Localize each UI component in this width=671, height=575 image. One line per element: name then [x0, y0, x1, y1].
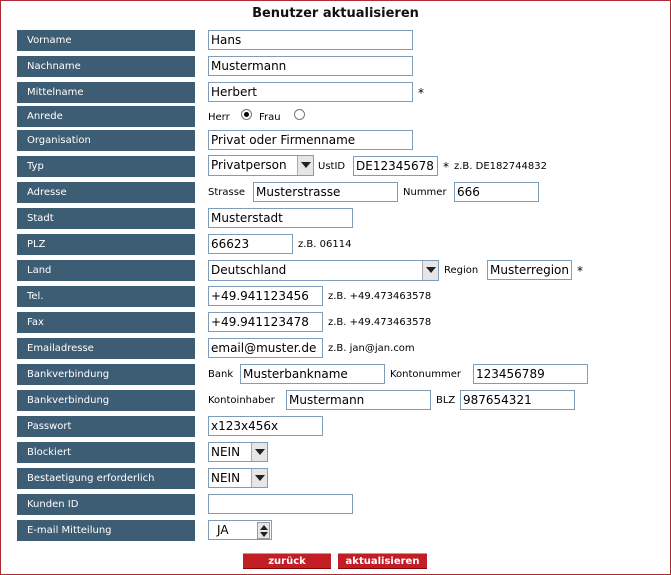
required-marker: * [577, 264, 583, 278]
label-adresse: Adresse [17, 182, 195, 203]
kontonummer-input[interactable]: 123456789 [473, 364, 588, 384]
kontoinhaber-input[interactable]: Mustermann [286, 390, 431, 410]
strasse-input[interactable]: Musterstrasse [253, 182, 398, 202]
spinner-icon[interactable] [257, 522, 270, 539]
nummer-input[interactable]: 666 [454, 182, 539, 202]
typ-select-value: Privatperson [211, 158, 287, 172]
email-hint: z.B. jan@jan.com [328, 343, 415, 354]
label-mittelname: Mittelname [17, 82, 195, 103]
label-kunden-id: Kunden ID [17, 494, 195, 515]
typ-select[interactable] [208, 155, 314, 176]
label-passwort: Passwort [17, 416, 195, 437]
label-land: Land [17, 260, 195, 281]
kontonummer-label: Kontonummer [390, 369, 461, 380]
ustid-hint: z.B. DE182744832 [454, 161, 547, 172]
mittelname-input[interactable]: Herbert [208, 82, 413, 102]
ustid-label: UstID [318, 161, 346, 172]
email-mitteilung-select[interactable] [208, 520, 272, 540]
label-tel: Tel. [17, 286, 195, 307]
chevron-down-icon[interactable] [251, 443, 267, 461]
kunden-id-input[interactable] [208, 494, 353, 514]
label-stadt: Stadt [17, 208, 195, 229]
nachname-input[interactable]: Mustermann [208, 56, 413, 76]
kontoinhaber-label: Kontoinhaber [208, 395, 275, 406]
radio-selected-dot [244, 112, 249, 117]
label-organisation: Organisation [17, 130, 195, 151]
herr-label: Herr [208, 112, 230, 123]
label-email: Emailadresse [17, 338, 195, 359]
email-input[interactable]: email@muster.de [208, 338, 323, 358]
bestaetigung-select[interactable] [208, 468, 268, 488]
plz-hint: z.B. 06114 [298, 239, 352, 250]
label-fax: Fax [17, 312, 195, 333]
label-plz: PLZ [17, 234, 195, 255]
label-anrede: Anrede [17, 106, 195, 127]
chevron-down-icon[interactable] [251, 469, 267, 487]
passwort-input[interactable]: x123x456x [208, 416, 323, 436]
vorname-input[interactable]: Hans [208, 30, 413, 50]
page-title: Benutzer aktualisieren [252, 6, 419, 21]
label-email-mitteilung: E-mail Mitteilung [17, 520, 195, 541]
required-marker: * [443, 160, 449, 174]
region-input[interactable]: Musterregion [487, 260, 572, 280]
email-mitteilung-select-value: JA [217, 523, 229, 537]
tel-input[interactable]: +49.941123456 [208, 286, 323, 306]
label-blockiert: Blockiert [17, 442, 195, 463]
frau-label: Frau [259, 112, 281, 123]
fax-hint: z.B. +49.473463578 [328, 317, 432, 328]
ustid-input[interactable]: DE12345678 [353, 156, 438, 176]
blockiert-select-value: NEIN [211, 445, 241, 459]
blz-label: BLZ [436, 395, 456, 406]
required-marker: * [418, 86, 424, 100]
strasse-label: Strasse [208, 187, 246, 198]
blz-input[interactable]: 987654321 [460, 390, 575, 410]
back-button[interactable]: zurück [243, 553, 331, 569]
label-nachname: Nachname [17, 56, 195, 77]
fax-input[interactable]: +49.941123478 [208, 312, 323, 332]
organisation-input[interactable]: Privat oder Firmenname [208, 130, 413, 150]
update-button[interactable]: aktualisieren [338, 553, 427, 569]
plz-input[interactable]: 66623 [208, 234, 293, 254]
label-bankverbindung-1: Bankverbindung [17, 364, 195, 385]
herr-radio[interactable] [241, 109, 252, 120]
bank-label: Bank [208, 369, 234, 380]
bestaetigung-select-value: NEIN [211, 471, 241, 485]
blockiert-select[interactable] [208, 442, 268, 462]
label-bestaetigung: Bestaetigung erforderlich [17, 468, 195, 489]
region-label: Region [444, 265, 479, 276]
chevron-down-icon[interactable] [297, 156, 313, 175]
stadt-input[interactable]: Musterstadt [208, 208, 353, 228]
label-vorname: Vorname [17, 30, 195, 51]
frau-radio[interactable] [294, 109, 305, 120]
land-select-value: Deutschland [211, 263, 287, 277]
label-typ: Typ [17, 156, 195, 177]
nummer-label: Nummer [403, 187, 447, 198]
tel-hint: z.B. +49.473463578 [328, 291, 432, 302]
chevron-down-icon[interactable] [422, 261, 438, 280]
label-bankverbindung-2: Bankverbindung [17, 390, 195, 411]
bank-input[interactable]: Musterbankname [240, 364, 385, 384]
land-select[interactable] [208, 260, 439, 281]
